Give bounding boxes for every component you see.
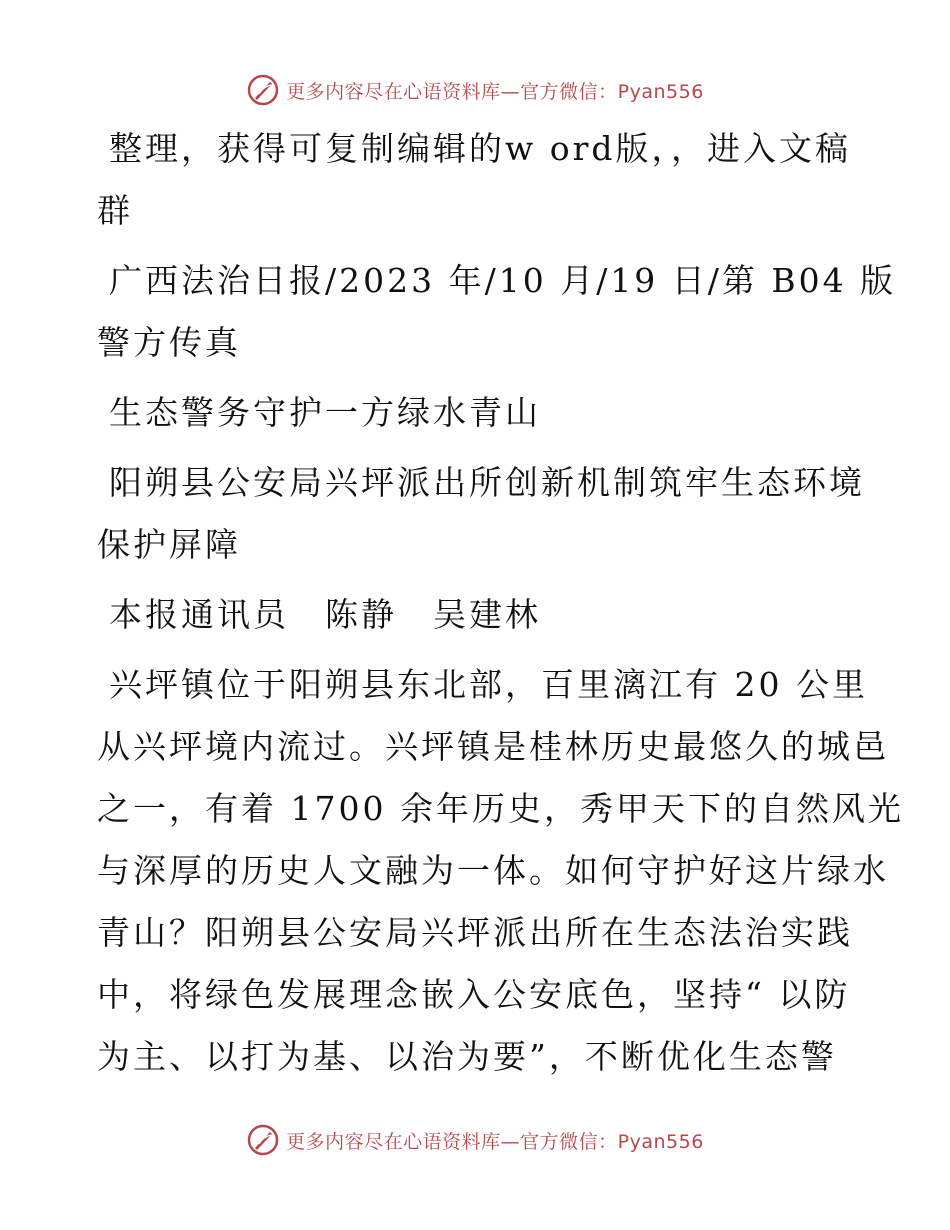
quill-pen-logo-icon bbox=[246, 73, 280, 107]
text-line: 兴坪镇位于阳朔县东北部，百里漓江有 20 公里 bbox=[109, 665, 868, 704]
document-body bbox=[97, 118, 904, 1088]
text-line: 群 bbox=[97, 191, 133, 230]
footer-watermark-banner bbox=[0, 1122, 950, 1158]
text-line: 青山？阳朔县公安局兴坪派出所在生态法治实践 bbox=[97, 913, 853, 952]
body-paragraph bbox=[97, 654, 904, 1088]
header-watermark-text: 更多内容尽在心语资料库—官方微信：Pyan556 bbox=[286, 80, 704, 103]
text-line: 整理，获得可复制编辑的w ord版，，进入文稿 bbox=[109, 129, 852, 168]
text-line: 中，将绿色发展理念嵌入公安底色，坚持“ 以防 bbox=[97, 975, 851, 1014]
text-line: 警方传真 bbox=[97, 323, 241, 362]
text-line: 生态警务守护一方绿水青山 bbox=[109, 393, 541, 432]
text-line: 为主、以打为基、以治为要”，不断优化生态警 bbox=[97, 1037, 837, 1076]
headline bbox=[97, 382, 857, 444]
text-line: 广西法治日报/2023 年/10 月/19 日/第 B04 版 bbox=[109, 261, 897, 300]
text-line: 本报通讯员 陈静 吴建林 bbox=[109, 595, 541, 634]
text-line: 保护屏障 bbox=[97, 525, 241, 564]
text-line: 与深厚的历史人文融为一体。如何守护好这片绿水 bbox=[97, 851, 889, 890]
quill-pen-logo-icon bbox=[246, 1123, 280, 1157]
header-watermark-banner bbox=[0, 72, 950, 108]
intro-paragraph bbox=[97, 118, 857, 242]
text-line: 从兴坪境内流过。兴坪镇是桂林历史最悠久的城邑 bbox=[97, 727, 889, 766]
source-paragraph bbox=[97, 250, 897, 374]
text-line: 之一，有着 1700 余年历史，秀甲天下的自然风光 bbox=[97, 789, 904, 828]
text-line: 阳朔县公安局兴坪派出所创新机制筑牢生态环境 bbox=[109, 463, 865, 502]
byline bbox=[97, 584, 857, 646]
footer-watermark-text: 更多内容尽在心语资料库—官方微信：Pyan556 bbox=[286, 1130, 704, 1153]
subheadline bbox=[97, 452, 865, 576]
